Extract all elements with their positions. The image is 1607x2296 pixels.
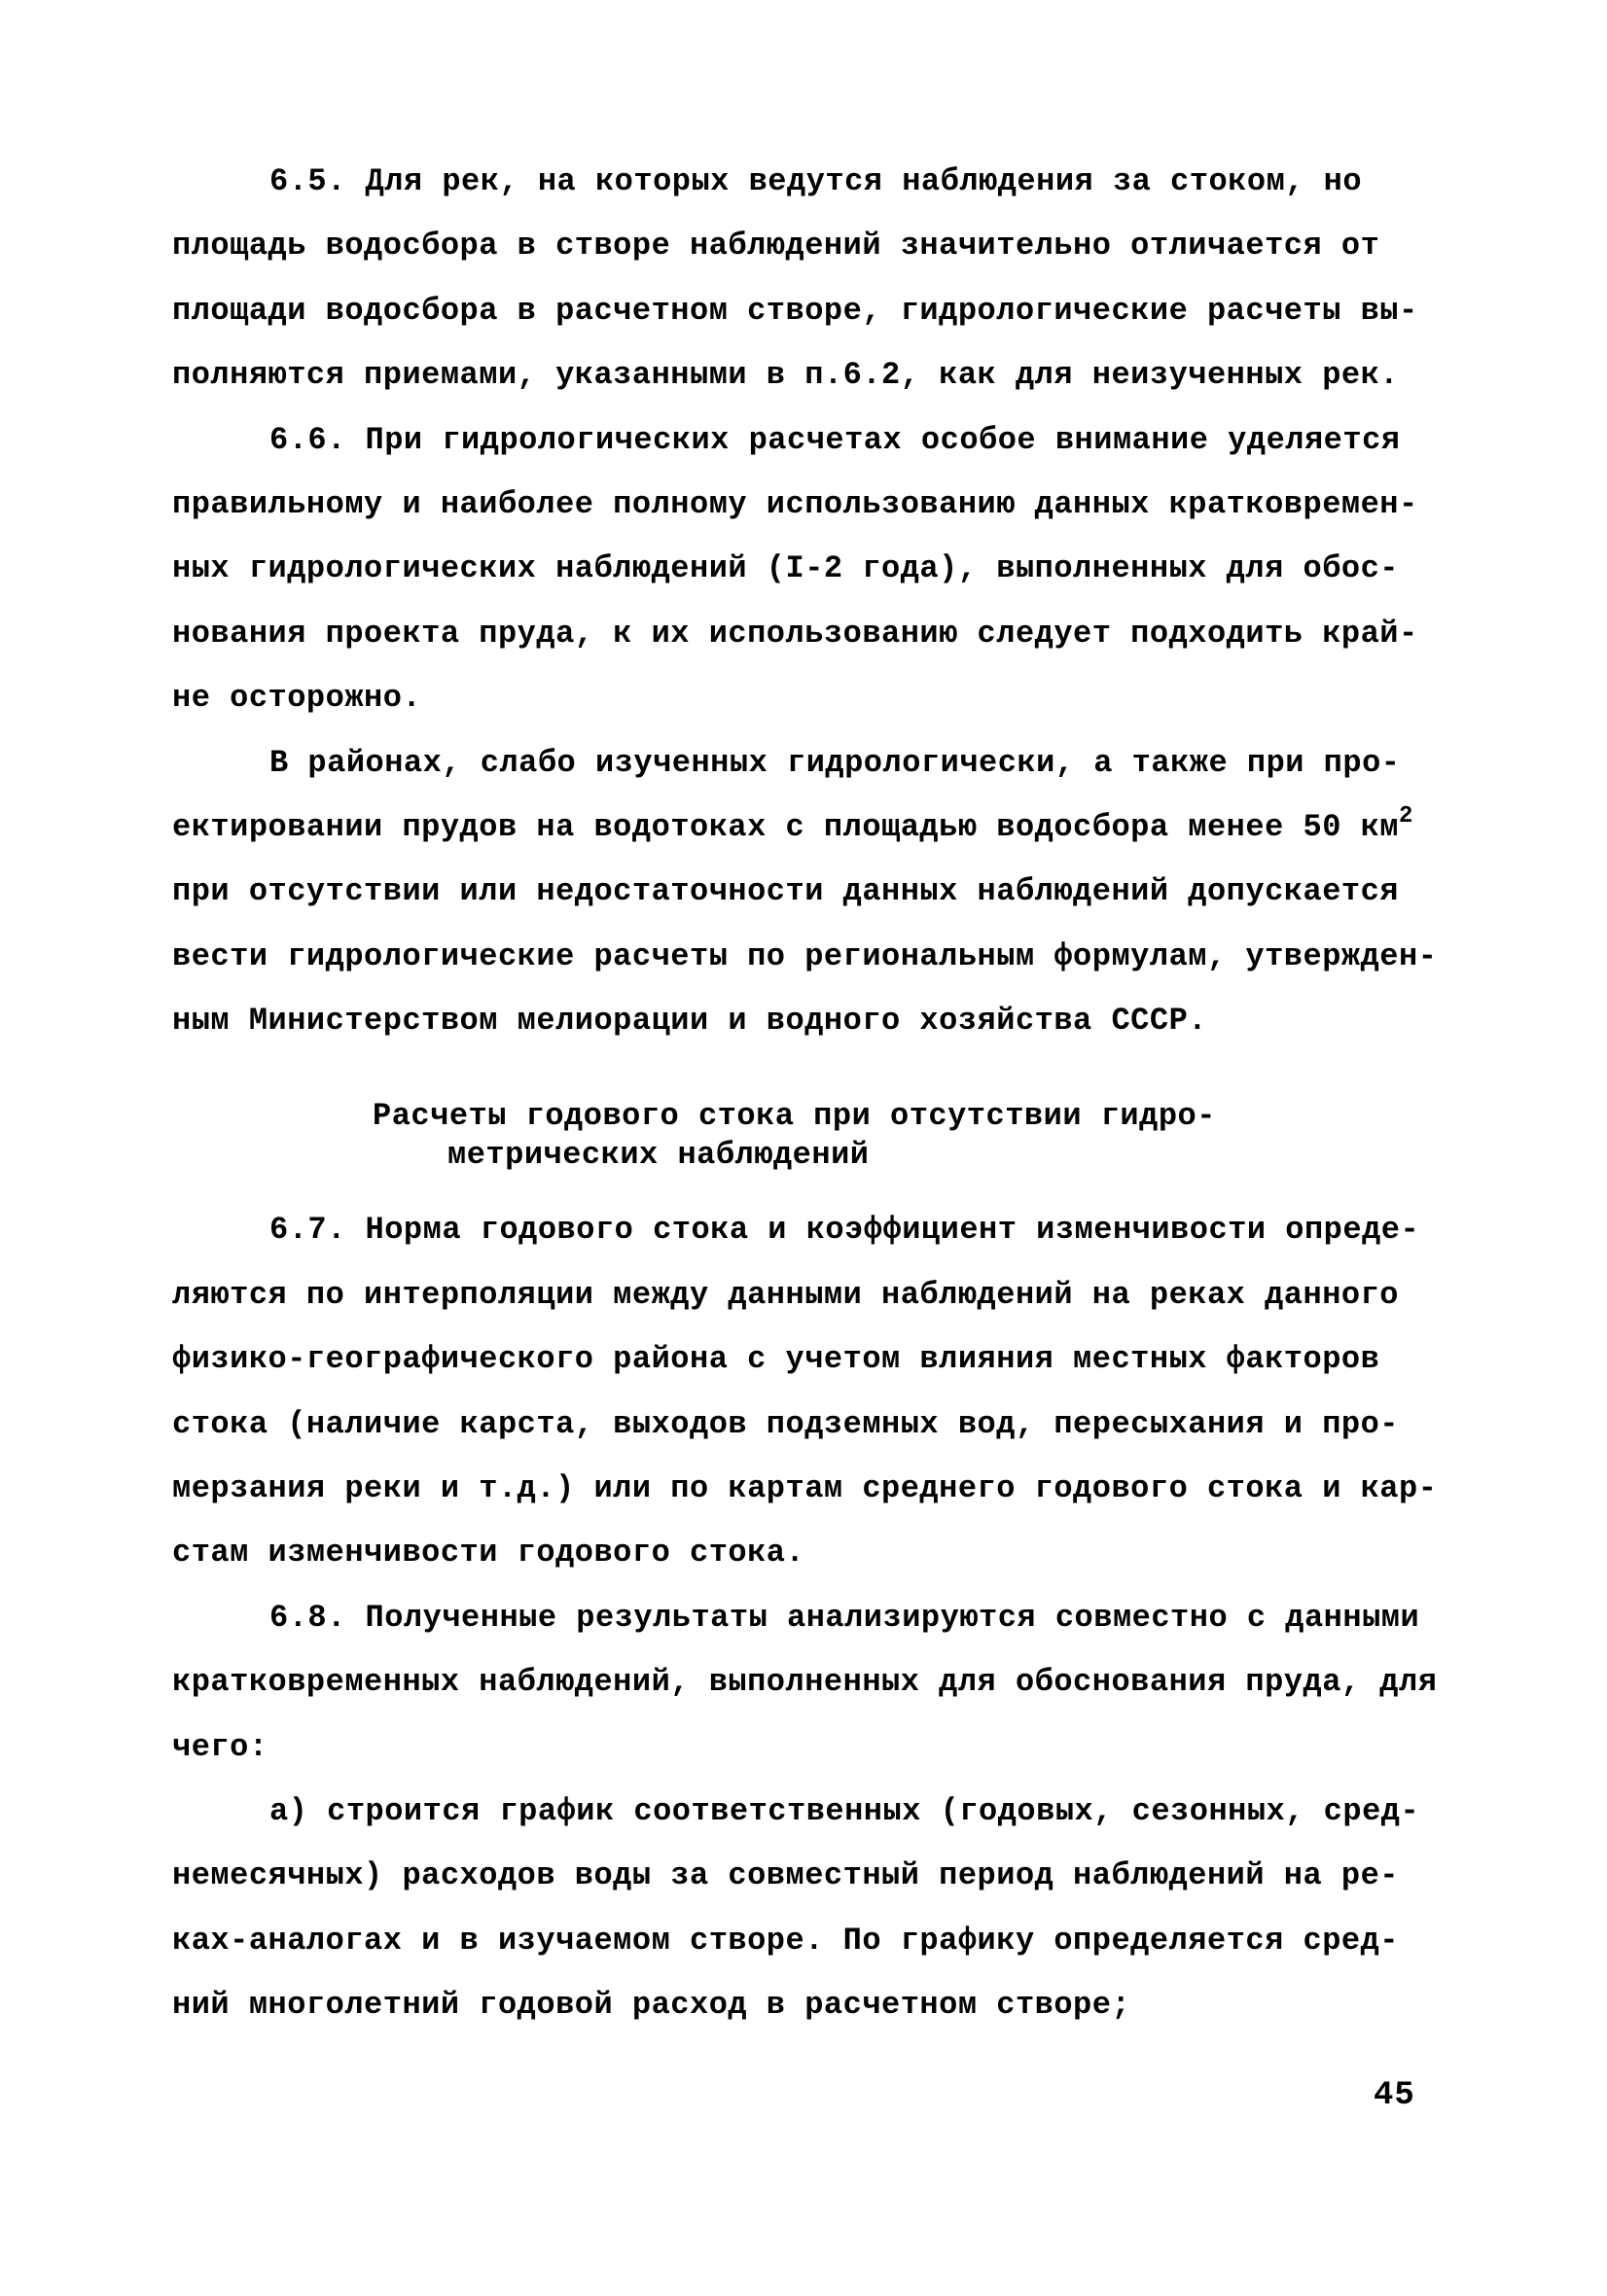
paragraph-6-5 [172, 150, 1534, 408]
paragraph-6-8 [172, 1586, 1534, 1780]
text-line: чего: [172, 1728, 268, 1765]
text-line: ках-аналогах и в изучаемом створе. По графику определяется сред- [172, 1922, 1399, 1959]
text-line: площадь водосбора в створе наблюдений значительно отличается от [172, 228, 1380, 265]
text-line-part: ектировании прудов на водотоках с площадью водосбора менее 50 км [172, 808, 1399, 845]
text-line: 6.8. Полученные результаты анализируются совместно с данными [269, 1599, 1420, 1636]
paragraph-6-6 [172, 408, 1534, 731]
text-line: физико-географического района с учетом влияния местных факторов [172, 1341, 1380, 1378]
text-line: при отсутствии или недостаточности данных наблюдений допускается [172, 873, 1399, 910]
paragraph-regions [172, 731, 1534, 1054]
text-line: а) строится график соответственных (годовых, сезонных, сред- [269, 1792, 1420, 1829]
text-line: стока (наличие карста, выходов подземных вод, пересыхания и про- [172, 1405, 1399, 1442]
text-line: стам изменчивости годового стока. [172, 1535, 805, 1572]
section-heading-line: метрических наблюдений [447, 1137, 870, 1174]
paragraph-6-7 [172, 1198, 1534, 1585]
text-line: нования проекта пруда, к их использованию следует подходить край- [172, 615, 1418, 652]
text-line: ных гидрологических наблюдений (I-2 года), выполненных для обос- [172, 550, 1399, 587]
superscript-2: 2 [1399, 802, 1413, 830]
text-line: 6.5. Для рек, на которых ведутся наблюдения за стоком, но [269, 163, 1363, 199]
text-line: вести гидрологические расчеты по региональным формулам, утвержден- [172, 937, 1438, 974]
text-line: ным Министерством мелиорации и водного хозяйства СССР. [172, 1003, 1207, 1040]
text-line: немесячных) расходов воды за совместный период наблюдений на ре- [172, 1857, 1399, 1894]
list-item-a [172, 1780, 1534, 2038]
text-line: ляются по интерполяции между данными наблюдений на реках данного [172, 1276, 1399, 1313]
text-line: мерзания реки и т.д.) или по картам среднего годового стока и кар- [172, 1470, 1438, 1507]
text-line: ний многолетний годовой расход в расчетном створе; [172, 1987, 1131, 2024]
text-line [172, 795, 1534, 860]
text-line: 6.6. При гидрологических расчетах особое внимание уделяется [269, 421, 1401, 458]
text-line: не осторожно. [172, 680, 422, 717]
text-line: полняются приемами, указанными в п.6.2, как для неизученных рек. [172, 357, 1399, 394]
page-number: 45 [1374, 2077, 1415, 2114]
text-line: кратковременных наблюдений, выполненных для обоснования пруда, для [172, 1664, 1438, 1701]
text-line: правильному и наиболее полному использованию данных кратковремен- [172, 485, 1418, 522]
text-line: площади водосбора в расчетном створе, гидрологические расчеты вы- [172, 292, 1418, 329]
section-heading-line: Расчеты годового стока при отсутствии гидро- [373, 1098, 1216, 1135]
section-heading [172, 1097, 1534, 1175]
text-block [172, 150, 1534, 2038]
text-line: 6.7. Норма годового стока и коэффициент изменчивости опреде- [269, 1212, 1420, 1249]
text-line: В районах, слабо изученных гидрологически, а также при про- [269, 744, 1401, 781]
